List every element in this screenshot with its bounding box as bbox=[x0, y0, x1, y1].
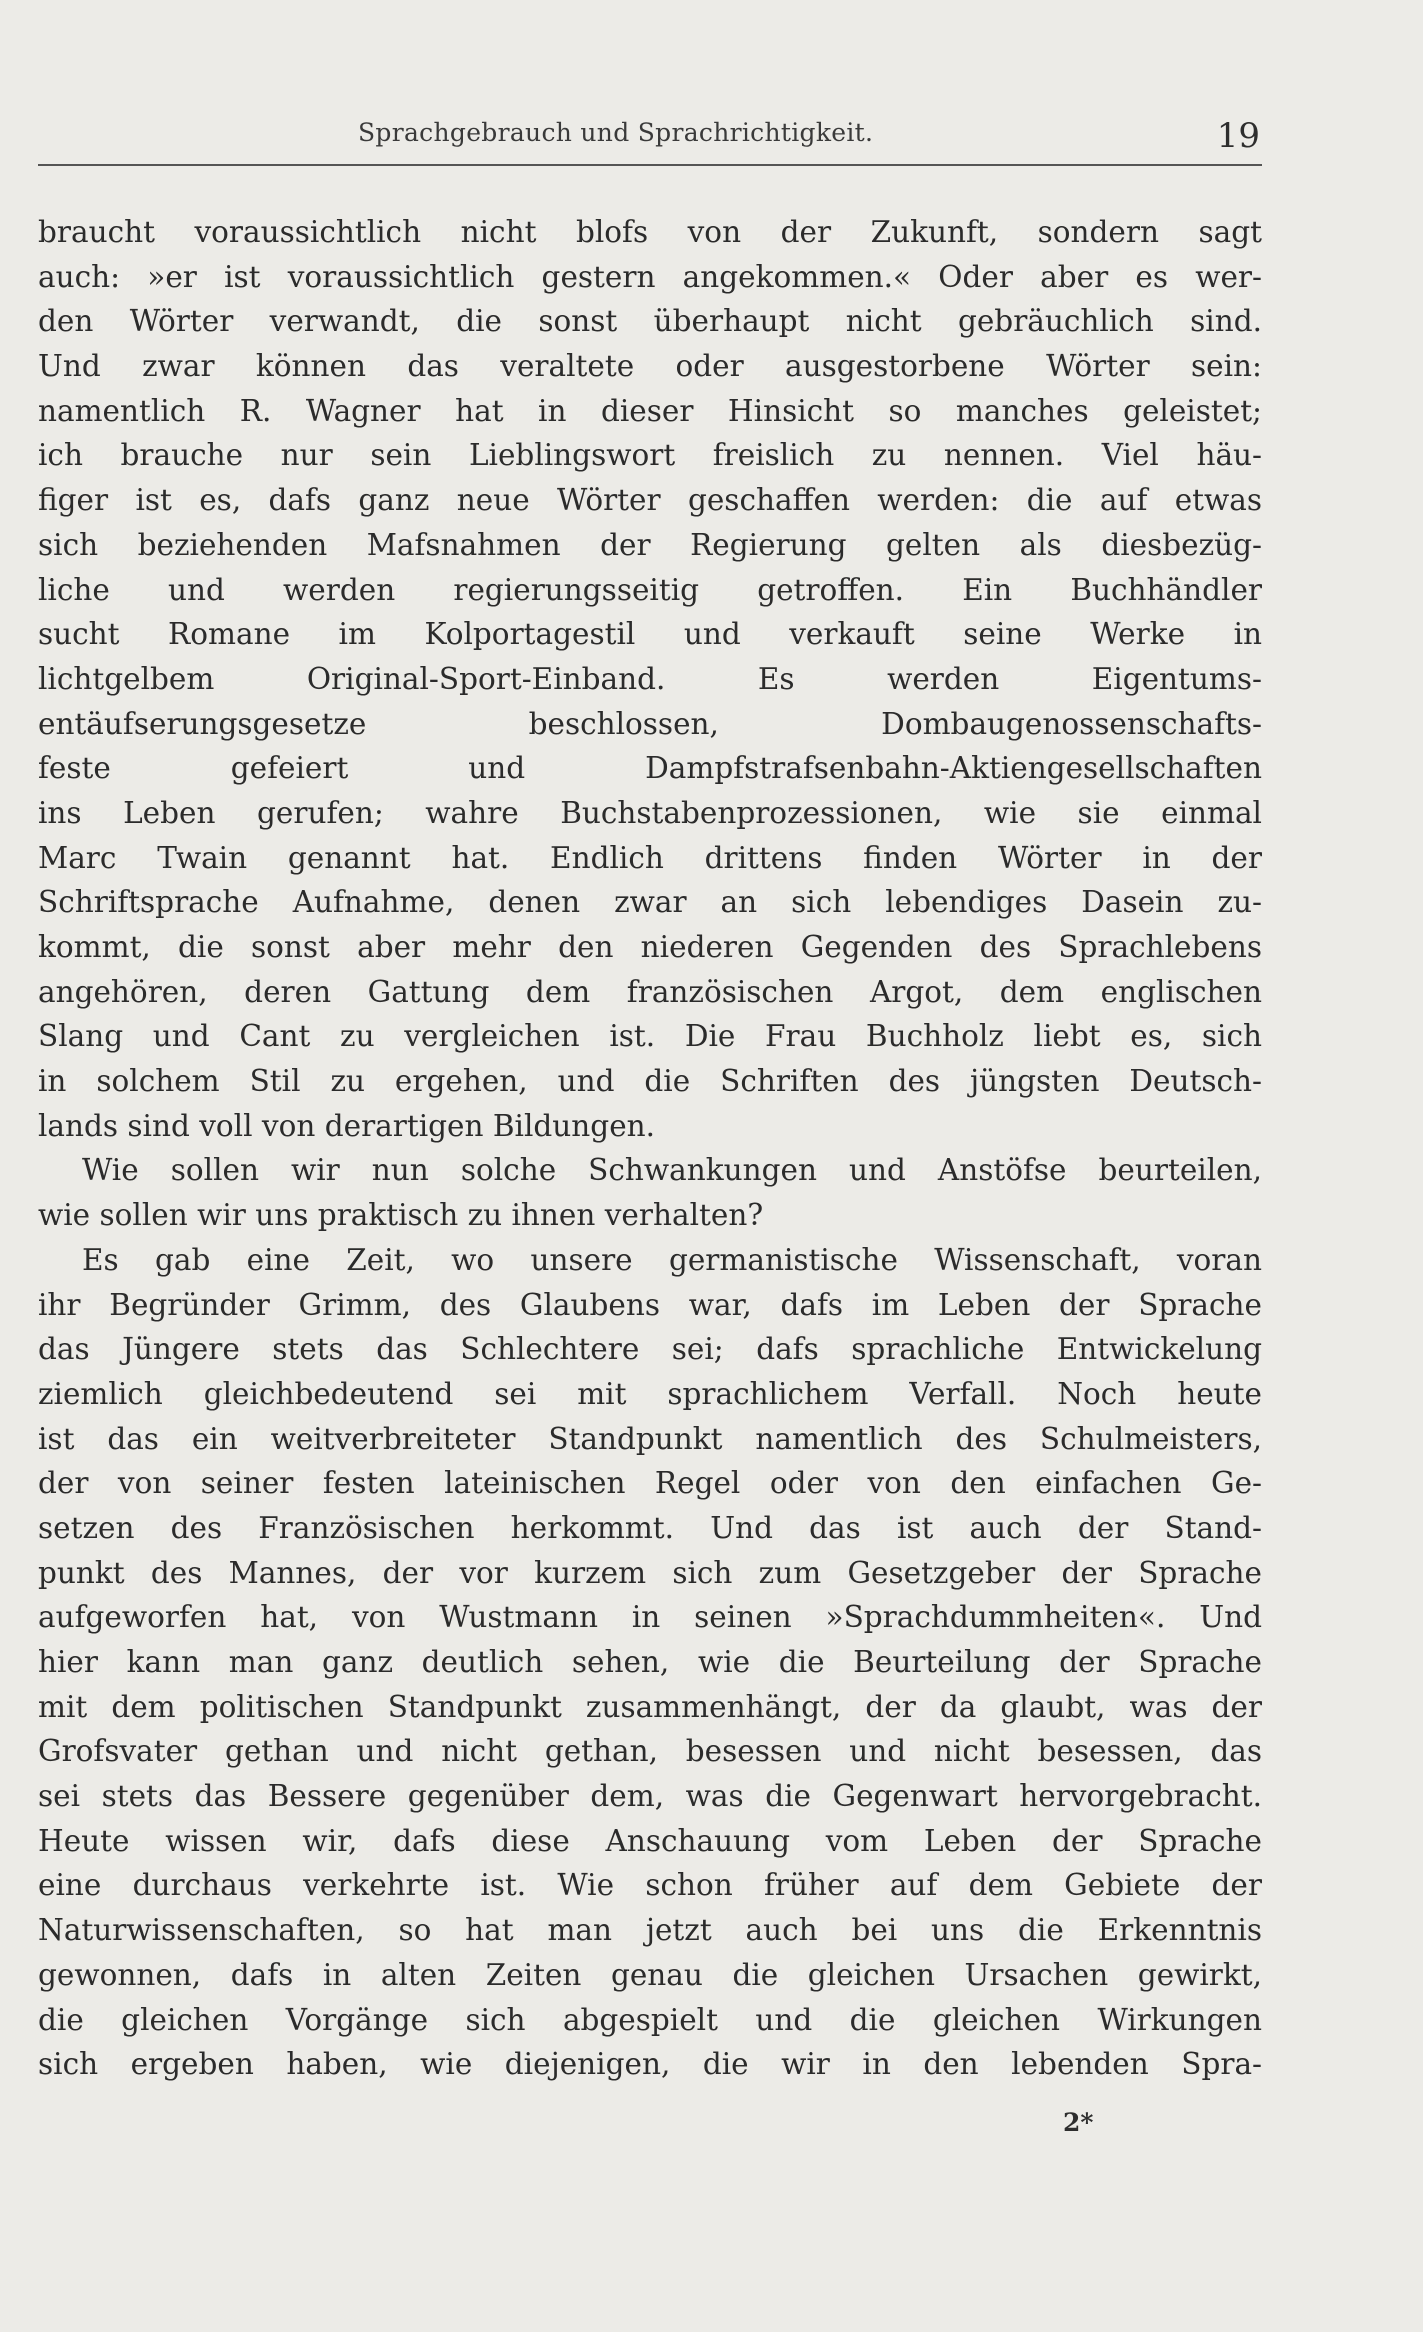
text-line: feste gefeiert und Dampfstrafsenbahn-Aktiengesellschaften bbox=[38, 751, 1262, 786]
text-line: Heute wissen wir, dafs diese Anschauung vom Leben der Sprache bbox=[38, 1823, 1262, 1858]
text-line: sei stets das Bessere gegenüber dem, was die Gegenwart hervorgebracht. bbox=[38, 1779, 1262, 1814]
text-line: ziemlich gleichbedeutend sei mit sprachlichem Verfall. Noch heute bbox=[38, 1376, 1262, 1411]
text-line: Und zwar können das veraltete oder ausgestorbene Wörter sein: bbox=[38, 349, 1262, 384]
text-line: eine durchaus verkehrte ist. Wie schon früher auf dem Gebiete der bbox=[38, 1868, 1262, 1903]
text-line: in solchem Stil zu ergehen, und die Schriften des jüngsten Deutsch- bbox=[38, 1064, 1262, 1099]
text-line: figer ist es, dafs ganz neue Wörter geschaffen werden: die auf etwas bbox=[38, 483, 1262, 518]
text-line: den Wörter verwandt, die sonst überhaupt nicht gebräuchlich sind. bbox=[38, 304, 1262, 339]
signature-mark: 2* bbox=[1063, 2108, 1094, 2137]
text-line: das Jüngere stets das Schlechtere sei; dafs sprachliche Entwickelung bbox=[38, 1332, 1262, 1367]
text-line: sich ergeben haben, wie diejenigen, die wir in den lebenden Spra- bbox=[38, 2047, 1262, 2082]
text-line: auch: »er ist voraussichtlich gestern angekommen.« Oder aber es wer- bbox=[38, 259, 1262, 294]
page-number: 19 bbox=[1216, 116, 1260, 156]
text-line: entäufserungsgesetze beschlossen, Dombaugenossenschafts- bbox=[38, 706, 1262, 741]
text-line: punkt des Mannes, der vor kurzem sich zum Gesetzgeber der Sprache bbox=[38, 1555, 1262, 1590]
text-line: sich beziehenden Mafsnahmen der Regierung gelten als diesbezüg- bbox=[38, 527, 1262, 562]
text-line: lands sind voll von derartigen Bildungen. bbox=[38, 1108, 656, 1143]
text-line: Es gab eine Zeit, wo unsere germanistische Wissenschaft, voran bbox=[82, 1242, 1262, 1277]
text-line: Schriftsprache Aufnahme, denen zwar an sich lebendiges Dasein zu- bbox=[38, 885, 1262, 920]
text-line: namentlich R. Wagner hat in dieser Hinsicht so manches geleistet; bbox=[38, 393, 1262, 428]
text-line: ihr Begründer Grimm, des Glaubens war, dafs im Leben der Sprache bbox=[38, 1287, 1262, 1322]
text-line: Wie sollen wir nun solche Schwankungen und Anstöfse beurteilen, bbox=[82, 1153, 1262, 1188]
text-line: Slang und Cant zu vergleichen ist. Die Frau Buchholz liebt es, sich bbox=[38, 1019, 1262, 1054]
text-line: Naturwissenschaften, so hat man jetzt auch bei uns die Erkenntnis bbox=[38, 1913, 1262, 1948]
text-line: setzen des Französischen herkommt. Und das ist auch der Stand- bbox=[38, 1510, 1262, 1545]
page-header bbox=[38, 112, 1262, 166]
text-line: kommt, die sonst aber mehr den niederen Gegenden des Sprachlebens bbox=[38, 930, 1262, 964]
text-line: der von seiner festen lateinischen Regel oder von den einfachen Ge- bbox=[38, 1466, 1262, 1501]
text-line: sucht Romane im Kolportagestil und verkauft seine Werke in bbox=[38, 617, 1262, 652]
text-line: lichtgelbem Original-Sport-Einband. Es werden Eigentums- bbox=[38, 661, 1262, 696]
text-line: mit dem politischen Standpunkt zusammenhängt, der da glaubt, was der bbox=[38, 1689, 1262, 1724]
text-line: ins Leben gerufen; wahre Buchstabenprozessionen, wie sie einmal bbox=[38, 795, 1262, 830]
text-line: gewonnen, dafs in alten Zeiten genau die gleichen Ursachen gewirkt, bbox=[38, 1957, 1262, 1992]
text-line: aufgeworfen hat, von Wustmann in seinen »Sprachdummheiten«. Und bbox=[38, 1600, 1262, 1635]
text-line: liche und werden regierungsseitig getroffen. Ein Buchhändler bbox=[38, 572, 1262, 607]
text-line: angehören, deren Gattung dem französischen Argot, dem englischen bbox=[38, 974, 1262, 1009]
text-line: ich brauche nur sein Lieblingswort freislich zu nennen. Viel häu- bbox=[38, 438, 1262, 473]
text-line: Grofsvater gethan und nicht gethan, besessen und nicht besessen, das bbox=[38, 1734, 1262, 1769]
text-line: Marc Twain genannt hat. Endlich drittens finden Wörter in der bbox=[38, 840, 1262, 875]
text-line: hier kann man ganz deutlich sehen, wie die Beurteilung der Sprache bbox=[38, 1645, 1262, 1679]
text-line: braucht voraussichtlich nicht blofs von der Zukunft, sondern sagt bbox=[38, 215, 1262, 249]
text-line: wie sollen wir uns praktisch zu ihnen verhalten? bbox=[38, 1198, 764, 1233]
text-line: ist das ein weitverbreiteter Standpunkt namentlich des Schulmeisters, bbox=[38, 1421, 1262, 1456]
text-line: die gleichen Vorgänge sich abgespielt und die gleichen Wirkungen bbox=[38, 2002, 1262, 2037]
body-text bbox=[38, 210, 1262, 2087]
running-title: Sprachgebrauch und Sprachrichtigkeit. bbox=[358, 118, 874, 147]
